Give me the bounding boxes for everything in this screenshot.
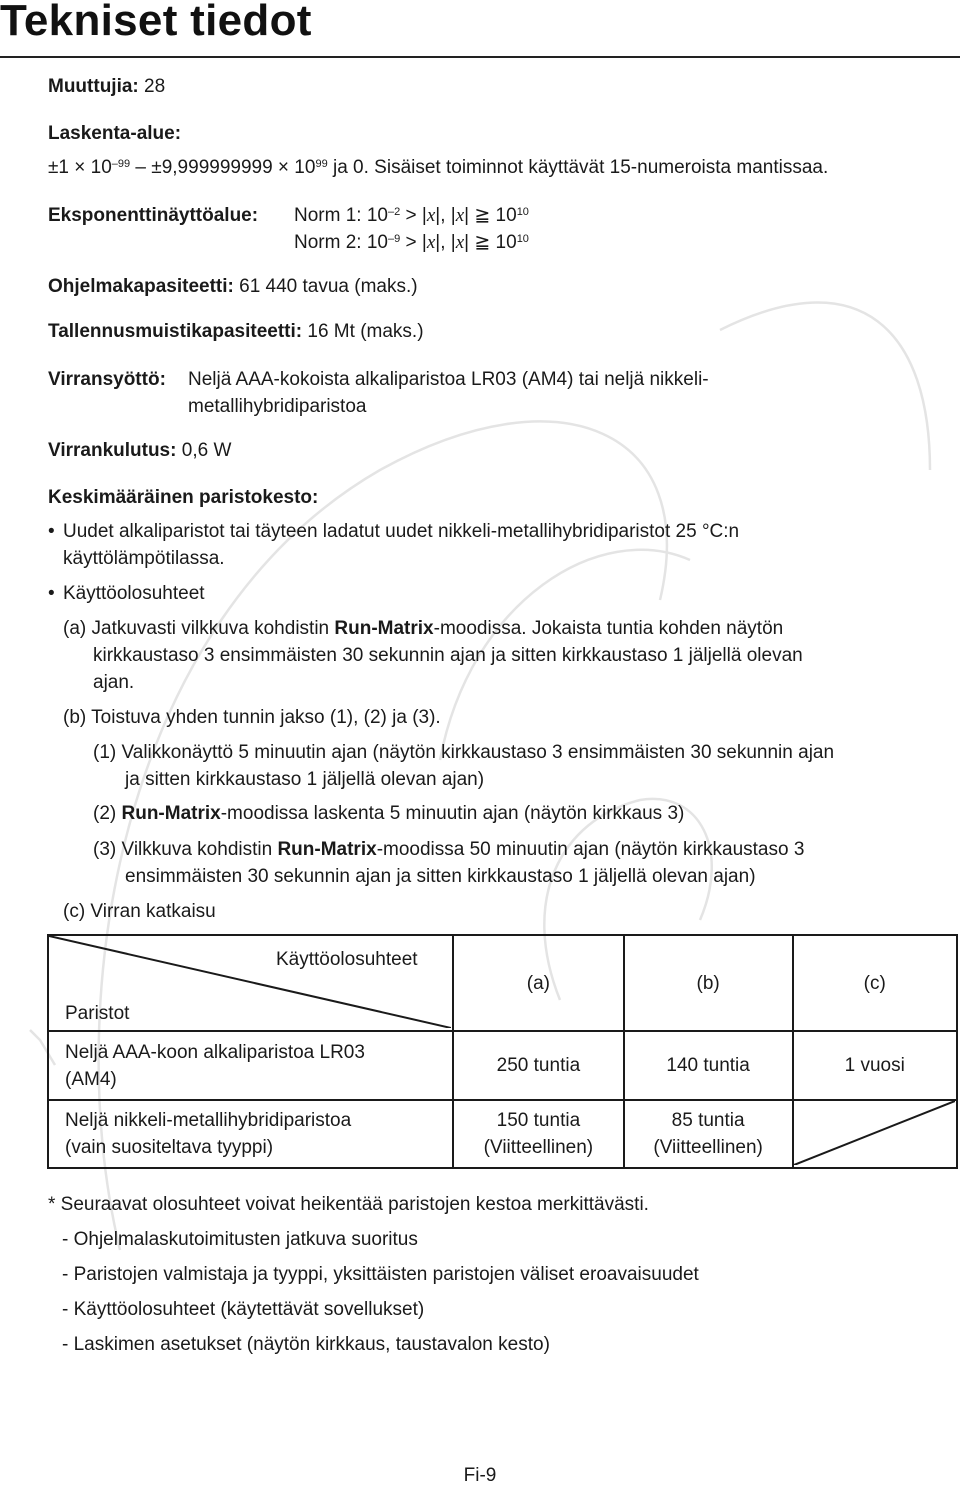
power-consumption-label: Virrankulutus:	[48, 440, 177, 461]
bullet-1-line-2: käyttölämpötilassa.	[63, 548, 225, 569]
battery-life-label: Keskimääräinen paristokesto:	[48, 487, 319, 508]
note-item: - Käyttöolosuhteet (käytettävät sovellukset)	[62, 1299, 425, 1320]
condition-a-pre: (a) Jatkuvasti vilkkuva kohdistin	[63, 618, 335, 639]
norm1-ge: | ≧ 10	[464, 205, 517, 226]
row-2-label-line-1: Neljä nikkeli-metallihybridiparistoa	[65, 1110, 352, 1131]
condition-a-line-2: kirkkaustaso 3 ensimmäisten 30 sekunnin ajan ja sitten kirkkaustaso 1 jäljellä olevan	[93, 645, 803, 666]
table-header-batteries: Paristot	[65, 1003, 130, 1024]
variables-value: 28	[144, 76, 166, 97]
table-cell	[624, 1100, 793, 1168]
range-part-3: ja 0. Sisäiset toiminnot käyttävät 15-numeroista mantissaa.	[327, 157, 829, 178]
condition-b2-pre: (2)	[93, 803, 122, 824]
power-supply-line-2: metallihybridiparistoa	[188, 396, 367, 417]
norm1-exp10: 10	[516, 205, 529, 218]
storage-capacity-label: Tallennusmuistikapasiteetti:	[48, 321, 303, 342]
table-row	[48, 1031, 957, 1100]
table-col-b: (b)	[624, 935, 793, 1031]
norm1-var-2: x	[455, 205, 465, 226]
norm1-prefix: Norm 1: 10	[294, 205, 388, 226]
table-cell: 1 vuosi	[793, 1031, 958, 1100]
title-rule	[0, 56, 960, 58]
program-capacity-line	[48, 273, 418, 300]
row-2-label-line-2: (vain suositeltava tyyppi)	[65, 1137, 274, 1158]
norm2-exp10: 10	[516, 232, 529, 245]
exponent-norm2	[294, 229, 529, 256]
bullet-2: Käyttöolosuhteet	[63, 583, 205, 604]
row-1-label-line-1: Neljä AAA-koon alkaliparistoa LR03	[65, 1041, 365, 1063]
condition-a-term: Run-Matrix	[334, 618, 434, 639]
program-capacity-value: 61 440 tavua (maks.)	[239, 276, 418, 297]
bullet-marker-1: •	[48, 521, 55, 542]
page-title: Tekniset tiedot	[0, 0, 312, 45]
power-consumption-value: 0,6 W	[181, 440, 232, 461]
table-row-label	[48, 1031, 453, 1100]
row-2-b-line-1: 85 tuntia	[671, 1110, 745, 1131]
norm2-exp: –9	[387, 232, 401, 245]
condition-b1-line-2: ja sitten kirkkaustaso 1 jäljellä olevan ajan)	[125, 769, 485, 790]
condition-b3-line-1	[93, 836, 804, 863]
condition-b3-line-2: ensimmäisten 30 sekunnin ajan ja sitten kirkkaustaso 1 jäljellä olevan ajan)	[125, 866, 756, 887]
table-row	[48, 1100, 957, 1168]
row-1-label-line-2: (AM4)	[65, 1068, 117, 1090]
table-cell: 140 tuntia	[624, 1031, 793, 1100]
program-capacity-label: Ohjelmakapasiteetti:	[48, 276, 234, 297]
power-supply-label: Virransyöttö:	[48, 369, 166, 390]
exponent-label: Eksponenttinäyttöalue:	[48, 205, 259, 226]
notes-intro: * Seuraavat olosuhteet voivat heikentää paristojen kestoa merkittävästi.	[48, 1194, 649, 1215]
table-cell: 250 tuntia	[453, 1031, 624, 1100]
variables-label: Muuttujia:	[48, 76, 139, 97]
table-empty-cell	[793, 1100, 958, 1168]
condition-a-post: -moodissa. Jokaista tuntia kohden näytön	[433, 618, 784, 639]
table-col-c: (c)	[793, 935, 958, 1031]
condition-b3-term: Run-Matrix	[277, 839, 377, 860]
norm2-gt: > |	[400, 232, 427, 253]
condition-b: (b) Toistuva yhden tunnin jakso (1), (2) ja (3).	[63, 707, 441, 728]
norm2-var-2: x	[455, 232, 465, 253]
condition-b3-post: -moodissa 50 minuutin ajan (näytön kirkkaustaso 3	[376, 839, 805, 860]
range-label: Laskenta-alue:	[48, 123, 182, 144]
row-2-a-line-1: 150 tuntia	[496, 1110, 581, 1131]
norm1-mid: |, |	[435, 205, 456, 226]
variables-line	[48, 73, 165, 100]
page-number: Fi-9	[463, 1465, 497, 1486]
table-cell	[453, 1100, 624, 1168]
norm1-exp: –2	[387, 205, 401, 218]
empty-cell-diagonal	[794, 1101, 955, 1165]
norm2-ge: | ≧ 10	[464, 232, 517, 253]
bullet-marker-2: •	[48, 583, 55, 604]
note-item: - Laskimen asetukset (näytön kirkkaus, taustavalon kesto)	[62, 1334, 550, 1355]
condition-b3-pre: (3) Vilkkuva kohdistin	[93, 839, 278, 860]
norm2-prefix: Norm 2: 10	[294, 232, 388, 253]
exponent-norm1	[294, 202, 529, 229]
power-supply-line-1: Neljä AAA-kokoista alkaliparistoa LR03 (AM4) tai neljä nikkeli-	[188, 369, 709, 390]
table-col-a: (a)	[453, 935, 624, 1031]
norm1-gt: > |	[400, 205, 427, 226]
storage-capacity-line	[48, 318, 424, 345]
range-part-2: – ±9,999999999 × 10	[130, 157, 316, 178]
bullet-1-line-1: Uudet alkaliparistot tai täyteen ladatut uudet nikkeli-metallihybridiparistot 25 °C:n	[63, 521, 740, 542]
table-row-label	[48, 1100, 453, 1168]
norm2-var-1: x	[426, 232, 436, 253]
range-value	[48, 154, 828, 181]
condition-b2	[93, 800, 684, 827]
row-2-a-line-2: (Viitteellinen)	[483, 1137, 594, 1158]
power-consumption-line	[48, 437, 231, 464]
battery-life-table	[47, 934, 958, 1169]
condition-b1-line-1: (1) Valikkonäyttö 5 minuutin ajan (näytön kirkkaustaso 3 ensimmäisten 30 sekunnin ajan	[93, 742, 835, 763]
table-corner-cell	[48, 935, 453, 1031]
condition-a-line-3: ajan.	[93, 672, 135, 693]
storage-capacity-value: 16 Mt (maks.)	[307, 321, 424, 342]
table-header-row	[48, 935, 957, 1031]
range-exp-2: 99	[315, 157, 328, 170]
condition-b2-term: Run-Matrix	[121, 803, 221, 824]
condition-c: (c) Virran katkaisu	[63, 901, 216, 922]
norm2-mid: |, |	[435, 232, 456, 253]
row-2-b-line-2: (Viitteellinen)	[653, 1137, 763, 1158]
table-header-conditions: Käyttöolosuhteet	[276, 949, 418, 970]
range-part-1: ±1 × 10	[48, 157, 112, 178]
condition-a-line-1	[63, 615, 783, 642]
note-item: - Paristojen valmistaja ja tyyppi, yksittäisten paristojen väliset eroavaisuudet	[62, 1264, 699, 1285]
condition-b2-post: -moodissa laskenta 5 minuutin ajan (näytön kirkkaus 3)	[220, 803, 685, 824]
norm1-var-1: x	[426, 205, 436, 226]
range-exp-1: –99	[111, 157, 131, 170]
note-item: - Ohjelmalaskutoimitusten jatkuva suoritus	[62, 1229, 418, 1250]
